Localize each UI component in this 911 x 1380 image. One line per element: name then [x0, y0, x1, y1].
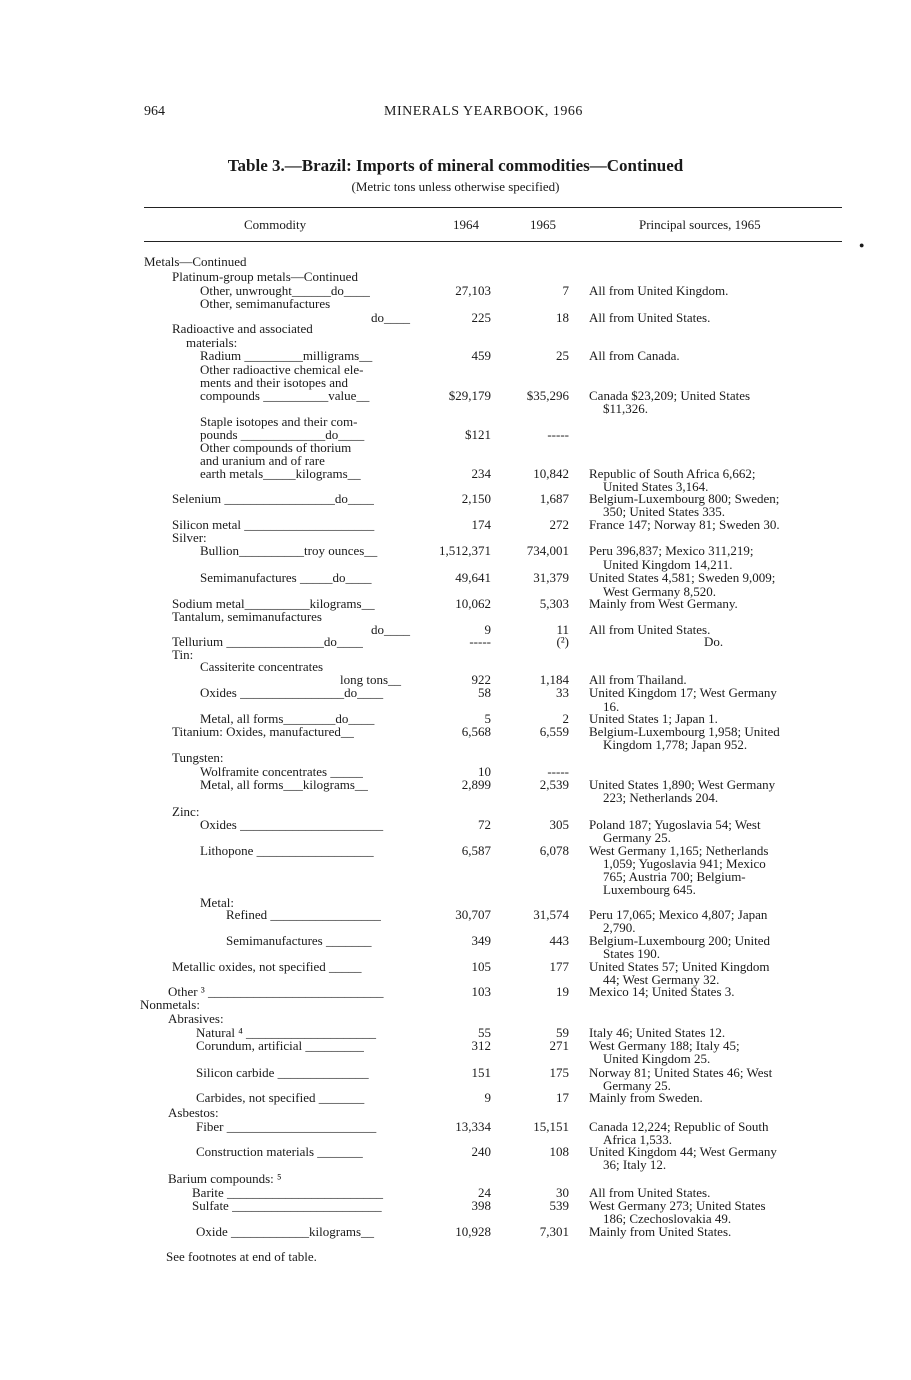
value-1965-cell: 177 [549, 959, 569, 974]
value-1964-cell: 225 [471, 310, 491, 325]
value-1965-cell: 305 [549, 817, 569, 832]
value-1965-cell: 31,574 [533, 907, 569, 922]
footnote: See footnotes at end of table. [166, 1249, 317, 1264]
commodity-cell: Other ³ ___________________________ [168, 984, 384, 999]
principal-sources-cell: 1,059; Yugoslavia 941; Mexico [603, 856, 766, 871]
value-1964-cell: 58 [478, 685, 491, 700]
principal-sources-cell: United Kingdom 44; West Germany [589, 1144, 777, 1159]
value-1965-cell: 25 [556, 348, 569, 363]
value-1965-cell: 7,301 [539, 1224, 569, 1239]
principal-sources-cell: Africa 1,533. [603, 1132, 672, 1147]
commodity-cell: Sulfate _______________________ [192, 1198, 382, 1213]
column-header-1964: 1964 [453, 217, 479, 232]
value-1965-cell: $35,296 [526, 388, 569, 403]
value-1965-cell: 18 [556, 310, 569, 325]
value-1964-cell: 105 [471, 959, 491, 974]
commodity-cell: Radium _________milligrams__ [200, 348, 373, 363]
value-1964-cell: 13,334 [455, 1119, 491, 1134]
value-1965-cell: 59 [556, 1025, 569, 1040]
value-1964-cell: 459 [471, 348, 491, 363]
principal-sources-cell: Peru 396,837; Mexico 311,219; [589, 543, 754, 558]
value-1964-cell: 2,899 [461, 777, 491, 792]
principal-sources-cell: Belgium-Luxembourg 800; Sweden; [589, 491, 780, 506]
value-1964-cell: 349 [471, 933, 491, 948]
table-subtitle: (Metric tons unless otherwise specified) [351, 179, 560, 194]
value-1964-cell: 72 [478, 817, 491, 832]
principal-sources-cell: 36; Italy 12. [603, 1157, 667, 1172]
value-1964-cell: 234 [471, 466, 491, 481]
principal-sources-cell: West Germany 188; Italy 45; [589, 1038, 740, 1053]
principal-sources-cell: Canada 12,224; Republic of South [589, 1119, 769, 1134]
value-1965-cell: 734,001 [526, 543, 569, 558]
commodity-cell: Oxides ______________________ [200, 817, 384, 832]
margin-mark: ● [859, 240, 865, 250]
commodity-cell: Metallic oxides, not specified _____ [172, 959, 362, 974]
value-1964-cell: 24 [478, 1185, 491, 1200]
principal-sources-cell: All from Canada. [589, 348, 680, 363]
value-1964-cell: 103 [471, 984, 491, 999]
principal-sources-cell: Canada $23,209; United States [589, 388, 751, 403]
value-1965-cell: ----- [547, 427, 569, 442]
header-rule [144, 241, 842, 242]
commodity-cell: ments and their isotopes and [200, 375, 349, 390]
principal-sources-cell: All from United States. [589, 310, 711, 325]
commodity-cell: Bullion__________troy ounces__ [200, 543, 378, 558]
table-title: Table 3.—Brazil: Imports of mineral commodities—Continued [227, 156, 684, 175]
commodity-cell: Natural ⁴ ____________________ [196, 1025, 377, 1040]
commodity-cell: long tons__ [340, 672, 402, 687]
commodity-cell: Oxides ________________do____ [200, 685, 384, 700]
principal-sources-cell: Mainly from United States. [589, 1224, 732, 1239]
commodity-cell: Silicon metal ____________________ [172, 517, 375, 532]
value-1965-cell: 7 [562, 283, 569, 298]
value-1964-cell: 27,103 [455, 283, 491, 298]
value-1964-cell: 1,512,371 [439, 543, 491, 558]
value-1965-cell: 443 [549, 933, 569, 948]
principal-sources-cell: All from United States. [589, 1185, 711, 1200]
principal-sources-cell: $11,326. [603, 401, 649, 416]
value-1965-cell: 1,687 [539, 491, 569, 506]
value-1964-cell: 55 [478, 1025, 491, 1040]
value-1964-cell: ----- [469, 634, 491, 649]
value-1965-cell: 108 [549, 1144, 569, 1159]
principal-sources-cell: 765; Austria 700; Belgium- [603, 869, 746, 884]
running-head: MINERALS YEARBOOK, 1966 [384, 104, 583, 119]
value-1964-cell: 5 [484, 711, 491, 726]
commodity-cell: Other, semimanufactures [200, 296, 331, 311]
commodity-cell: Metal, all forms___kilograms__ [200, 777, 368, 792]
commodity-cell: Construction materials _______ [196, 1144, 363, 1159]
value-1965-cell: 33 [556, 685, 569, 700]
principal-sources-cell: States 190. [603, 946, 661, 961]
principal-sources-cell: 186; Czechoslovakia 49. [603, 1211, 732, 1226]
commodity-cell: Platinum-group metals—Continued [172, 269, 358, 284]
principal-sources-cell: Republic of South Africa 6,662; [589, 466, 756, 481]
commodity-cell: Silicon carbide ______________ [196, 1065, 369, 1080]
principal-sources-cell: 44; West Germany 32. [603, 972, 720, 987]
principal-sources-cell: Kingdom 1,778; Japan 952. [603, 737, 748, 752]
commodity-cell: Other, unwrought______do____ [200, 283, 370, 298]
commodity-cell: compounds __________value__ [200, 388, 370, 403]
value-1964-cell: 10 [478, 764, 491, 779]
commodity-cell: Refined _________________ [226, 907, 381, 922]
commodity-cell: Semimanufactures _______ [226, 933, 372, 948]
value-1964-cell: 6,587 [461, 843, 491, 858]
value-1965-cell: 2 [562, 711, 569, 726]
value-1965-cell: 1,184 [539, 672, 569, 687]
value-1964-cell: 9 [484, 1090, 491, 1105]
principal-sources-cell: Do. [704, 634, 724, 649]
commodity-cell: Barite ________________________ [192, 1185, 384, 1200]
commodity-cell: materials: [186, 335, 238, 350]
commodity-cell: Zinc: [172, 804, 200, 819]
value-1965-cell: 175 [549, 1065, 569, 1080]
principal-sources-cell: United Kingdom 14,211. [603, 557, 733, 572]
commodity-cell: Sodium metal__________kilograms__ [172, 596, 375, 611]
commodity-cell: Staple isotopes and their com- [200, 414, 358, 429]
value-1965-cell: 30 [556, 1185, 569, 1200]
value-1964-cell: 398 [471, 1198, 491, 1213]
commodity-cell: and uranium and of rare [200, 453, 325, 468]
commodity-cell: pounds _____________do____ [200, 427, 365, 442]
value-1965-cell: 31,379 [533, 570, 569, 585]
commodity-cell: Barium compounds: ⁵ [168, 1171, 282, 1186]
commodity-cell: Metals—Continued [144, 254, 247, 269]
value-1965-cell: 539 [549, 1198, 569, 1213]
value-1965-cell: ----- [547, 764, 569, 779]
value-1965-cell: 5,303 [539, 596, 569, 611]
principal-sources-cell: 350; United States 335. [603, 504, 726, 519]
principal-sources-cell: United States 1,890; West Germany [589, 777, 776, 792]
principal-sources-cell: Peru 17,065; Mexico 4,807; Japan [589, 907, 768, 922]
value-1965-cell: 272 [549, 517, 569, 532]
value-1964-cell: 2,150 [461, 491, 491, 506]
principal-sources-cell: France 147; Norway 81; Sweden 30. [589, 517, 780, 532]
value-1964-cell: 10,928 [455, 1224, 491, 1239]
commodity-cell: Lithopone __________________ [200, 843, 374, 858]
commodity-cell: Other radioactive chemical ele- [200, 362, 364, 377]
principal-sources-cell: Belgium-Luxembourg 200; United [589, 933, 771, 948]
column-header-commodity: Commodity [244, 217, 307, 232]
principal-sources-cell: United States 3,164. [603, 479, 709, 494]
commodity-cell: Metal: [200, 895, 234, 910]
value-1964-cell: 30,707 [455, 907, 491, 922]
commodity-cell: Fiber _______________________ [196, 1119, 377, 1134]
value-1965-cell: 6,078 [539, 843, 569, 858]
value-1964-cell: 151 [471, 1065, 491, 1080]
commodity-cell: do____ [371, 622, 410, 637]
top-rule [144, 207, 842, 208]
commodity-cell: Wolframite concentrates _____ [200, 764, 363, 779]
commodity-cell: Tantalum, semimanufactures [172, 609, 322, 624]
value-1964-cell: 174 [471, 517, 491, 532]
value-1964-cell: 49,641 [455, 570, 491, 585]
value-1965-cell: 19 [556, 984, 569, 999]
commodity-cell: Titanium: Oxides, manufactured__ [172, 724, 354, 739]
value-1965-cell: 10,842 [533, 466, 569, 481]
commodity-cell: Asbestos: [168, 1105, 219, 1120]
principal-sources-cell: United Kingdom 25. [603, 1051, 711, 1066]
principal-sources-cell: Luxembourg 645. [603, 882, 696, 897]
principal-sources-cell: Mainly from Sweden. [589, 1090, 703, 1105]
commodity-cell: Semimanufactures _____do____ [200, 570, 372, 585]
commodity-cell: earth metals_____kilograms__ [200, 466, 361, 481]
commodity-cell: Nonmetals: [140, 997, 200, 1012]
commodity-cell: Carbides, not specified _______ [196, 1090, 365, 1105]
principal-sources-cell: Poland 187; Yugoslavia 54; West [589, 817, 761, 832]
principal-sources-cell: 2,790. [603, 920, 636, 935]
value-1964-cell: 240 [471, 1144, 491, 1159]
principal-sources-cell: 16. [603, 699, 620, 714]
principal-sources-cell: All from Thailand. [589, 672, 687, 687]
commodity-cell: Tin: [172, 647, 194, 662]
principal-sources-cell: United Kingdom 17; West Germany [589, 685, 777, 700]
principal-sources-cell: United States 57; United Kingdom [589, 959, 770, 974]
principal-sources-cell: Germany 25. [603, 1078, 671, 1093]
principal-sources-cell: All from United Kingdom. [589, 283, 729, 298]
value-1965-cell: 271 [549, 1038, 569, 1053]
value-1964-cell: $121 [465, 427, 491, 442]
principal-sources-cell: Mexico 14; United States 3. [589, 984, 735, 999]
value-1964-cell: 6,568 [461, 724, 491, 739]
commodity-cell: Abrasives: [168, 1011, 224, 1026]
value-1964-cell: 312 [471, 1038, 491, 1053]
principal-sources-cell: West Germany 273; United States [589, 1198, 766, 1213]
value-1964-cell: 922 [471, 672, 491, 687]
commodity-cell: Tellurium _______________do____ [172, 634, 363, 649]
principal-sources-cell: Italy 46; United States 12. [589, 1025, 726, 1040]
principal-sources-cell: United States 4,581; Sweden 9,009; [589, 570, 776, 585]
principal-sources-cell: Norway 81; United States 46; West [589, 1065, 773, 1080]
value-1965-cell: 6,559 [539, 724, 569, 739]
principal-sources-cell: Belgium-Luxembourg 1,958; United [589, 724, 780, 739]
commodity-cell: Oxide ____________kilograms__ [196, 1224, 375, 1239]
principal-sources-cell: West Germany 8,520. [603, 584, 717, 599]
commodity-cell: Tungsten: [172, 750, 224, 765]
value-1964-cell: $29,179 [448, 388, 491, 403]
value-1965-cell: 15,151 [533, 1119, 569, 1134]
value-1964-cell: 10,062 [455, 596, 491, 611]
page-number: 964 [144, 104, 165, 119]
commodity-cell: Metal, all forms________do____ [200, 711, 375, 726]
value-1964-cell: 9 [484, 622, 491, 637]
commodity-cell: Selenium _________________do____ [172, 491, 374, 506]
principal-sources-cell: United States 1; Japan 1. [589, 711, 718, 726]
commodity-cell: Radioactive and associated [172, 321, 313, 336]
commodity-cell: do____ [371, 310, 410, 325]
commodity-cell: Cassiterite concentrates [200, 659, 324, 674]
commodity-cell: Silver: [172, 530, 207, 545]
column-header-1965: 1965 [530, 217, 556, 232]
page-header [144, 104, 844, 124]
principal-sources-cell: All from United States. [589, 622, 711, 637]
principal-sources-cell: Mainly from West Germany. [589, 596, 738, 611]
value-1965-cell: 17 [556, 1090, 569, 1105]
commodity-cell: Corundum, artificial _________ [196, 1038, 364, 1053]
principal-sources-cell: West Germany 1,165; Netherlands [589, 843, 769, 858]
principal-sources-cell: 223; Netherlands 204. [603, 790, 719, 805]
value-1965-cell: (²) [556, 634, 569, 649]
commodity-cell: Other compounds of thorium [200, 440, 352, 455]
principal-sources-cell: Germany 25. [603, 830, 671, 845]
column-header-sources: Principal sources, 1965 [639, 217, 761, 232]
value-1965-cell: 2,539 [539, 777, 569, 792]
value-1965-cell: 11 [556, 622, 569, 637]
